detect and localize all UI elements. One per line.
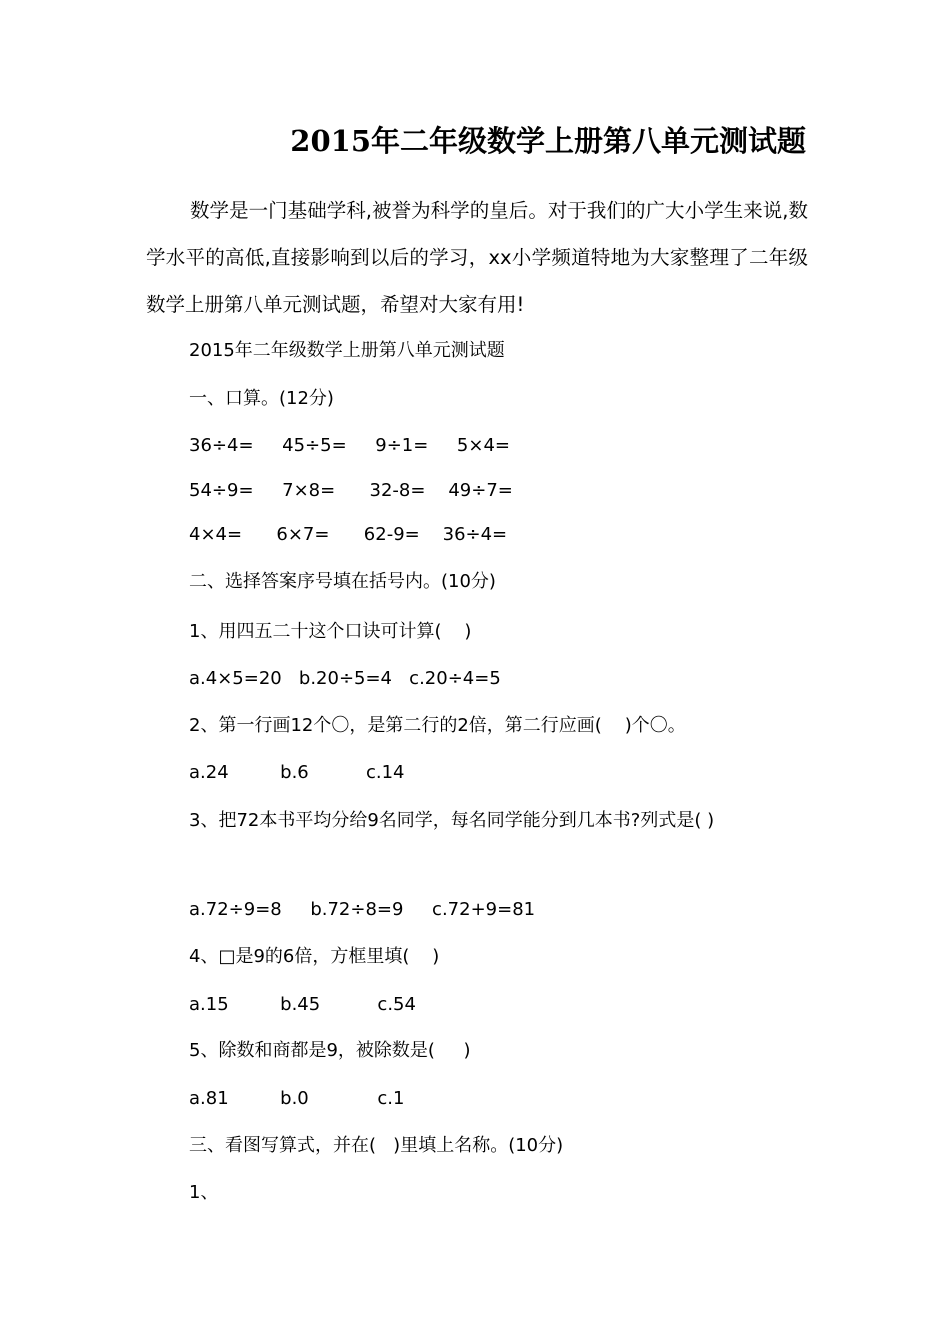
intro-paragraph: 数学是一门基础学科,被誉为科学的皇后。对于我们的广大小学生来说,数学水平的高低,直接影响到以后的学习，xx小学频道特地为大家整理了二年级数学上册第八单元测试题，希望对大家有用! — [146, 199, 808, 316]
question-1-options: a.4×5=20 b.20÷5=4 c.20÷4=5 — [189, 668, 501, 689]
question-3-options: a.72÷9=8 b.72÷8=9 c.72+9=81 — [189, 899, 536, 920]
mental-math-row: 4×4= 6×7= 62-9= 36÷4= — [189, 524, 508, 545]
subtitle: 2015年二年级数学上册第八单元测试题 — [189, 340, 505, 361]
question-2-options: a.24 b.6 c.14 — [189, 762, 405, 783]
section3-heading: 三、看图写算式，并在( )里填上名称。(10分) — [189, 1135, 564, 1156]
document-title: 2015年二年级数学上册第八单元测试题 — [290, 124, 806, 158]
section2-heading: 二、选择答案序号填在括号内。(10分) — [189, 571, 496, 592]
mental-math-row: 36÷4= 45÷5= 9÷1= 5×4= — [189, 435, 511, 456]
question-5-options: a.81 b.0 c.1 — [189, 1088, 405, 1109]
question-4: 4、□是9的6倍，方框里填( ) — [189, 946, 440, 967]
question-2: 2、第一行画12个〇，是第二行的2倍，第二行应画( )个〇。 — [189, 715, 686, 736]
question-3: 3、把72本书平均分给9名同学，每名同学能分到几本书?列式是( ) — [189, 810, 715, 831]
question-1: 1、用四五二十这个口诀可计算( ) — [189, 621, 472, 642]
section1-heading: 一、口算。(12分) — [189, 388, 334, 409]
question-5: 5、除数和商都是9，被除数是( ) — [189, 1040, 471, 1061]
section3-item-1: 1、 — [189, 1182, 219, 1203]
mental-math-row: 54÷9= 7×8= 32-8= 49÷7= — [189, 480, 513, 501]
question-4-options: a.15 b.45 c.54 — [189, 994, 416, 1015]
